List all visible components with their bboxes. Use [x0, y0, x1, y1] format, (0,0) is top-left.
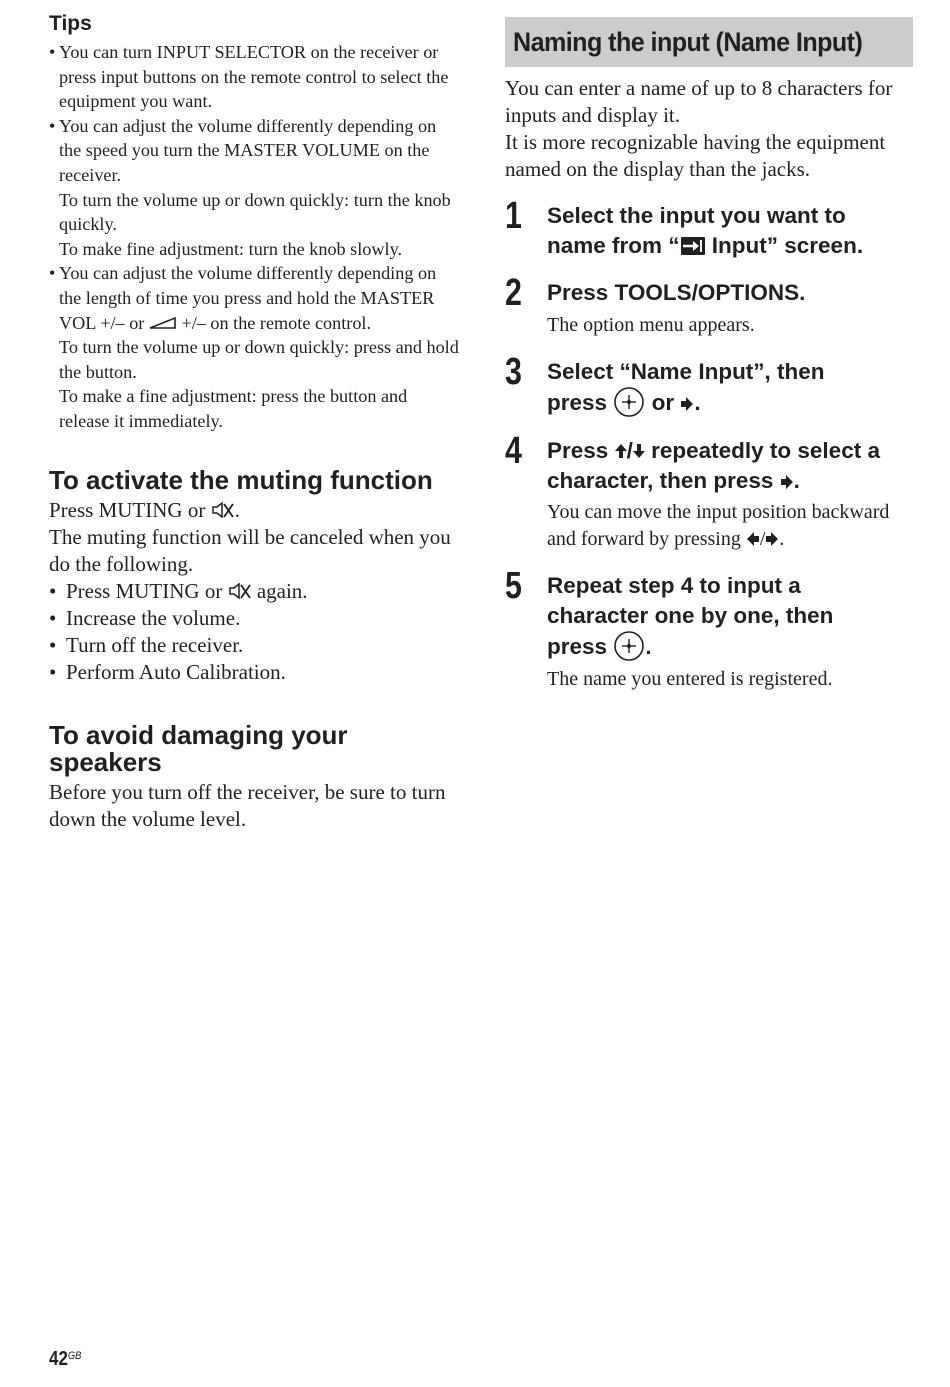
arrow-right-icon	[780, 475, 794, 489]
input-icon	[680, 236, 706, 256]
step-title-text: Select “Name Input”, then	[547, 358, 825, 384]
enter-button-icon	[613, 630, 645, 662]
enter-button-icon	[613, 386, 645, 418]
step-title-text: Repeat step 4 to input a	[547, 573, 801, 598]
tip-text: To turn the volume up or down quickly: press and hold the button.	[59, 337, 459, 382]
step-title-text: press	[547, 390, 608, 415]
step-title-text: press	[547, 634, 608, 659]
tip-text-part: You can adjust the volume differently depending on the length of time you press and hold the MASTER VOL +/– or	[59, 263, 437, 333]
tip-text: You can turn INPUT SELECTOR on the receiver or press input buttons on the remote control to select the equipment you want.	[59, 42, 449, 112]
step-title-text: .	[645, 634, 652, 659]
tip-text	[59, 261, 459, 335]
heading-line: speakers	[49, 746, 162, 777]
page-number	[49, 1348, 81, 1371]
arrow-up-icon	[615, 443, 627, 459]
muting-instruction	[49, 497, 459, 524]
arrow-right-icon	[680, 397, 694, 411]
tip-text: To make fine adjustment: turn the knob slowly.	[59, 238, 403, 259]
tip-item: • You can turn INPUT SELECTOR on the receiver or press input buttons on the remote control to select the equipment you want.	[49, 40, 459, 114]
step-body-text: You can move the input position backward and forward by pressing	[547, 501, 890, 550]
list-item: • Press MUTING or again.	[49, 578, 308, 603]
step-number: 2	[505, 272, 522, 314]
step-title-text: .	[793, 467, 800, 493]
step-body: The option menu appears.	[547, 313, 755, 336]
list-item-text: Increase the volume.	[66, 605, 241, 630]
step-title: Press / repeatedly to select a character, then press .	[547, 438, 880, 493]
section-title: Naming the input (Name Input)	[513, 26, 863, 57]
tip-text: To make a fine adjustment: press the button and release it immediately.	[59, 386, 408, 431]
heading-line: To avoid damaging your	[49, 719, 348, 750]
tip-item: • You can adjust the volume differently depending on the length of time you press and hold the MASTER VOL +/– or +/– on the remote control. To turn the volume up or down quickly: press and hold the button. To make a fine adjustment: press the button and release it immediately.	[49, 261, 459, 433]
speakers-heading	[49, 719, 459, 777]
muting-heading: To activate the muting function	[49, 464, 433, 495]
tip-item: • You can adjust the volume differently depending on the speed you turn the MASTER VOLUME on the receiver. To turn the volume up or down quickly: turn the knob quickly. To make fine adjustment: turn the knob slowly.	[49, 114, 459, 262]
step-1	[505, 195, 913, 260]
arrow-down-icon	[633, 443, 645, 459]
step-title-text: repeatedly to select a character, then press	[547, 438, 880, 493]
list-item-text: Perform Auto Calibration.	[66, 659, 286, 684]
muting-cancel-text: The muting function will be canceled when you do the following.	[49, 524, 451, 576]
right-column	[505, 17, 913, 693]
volume-icon	[149, 316, 177, 330]
step-body-text: .	[779, 528, 785, 550]
step-title-text: .	[694, 390, 701, 415]
step-number: 5	[505, 565, 522, 607]
step-title	[547, 357, 913, 419]
step-title-text: Select the input you want to	[547, 203, 846, 228]
arrow-right-icon	[765, 532, 779, 546]
tips-list	[49, 40, 459, 434]
step-title	[547, 201, 913, 260]
list-item-text: again.	[256, 578, 308, 603]
tip-text: To turn the volume up or down quickly: turn the knob quickly.	[59, 189, 451, 235]
step-title	[547, 571, 913, 662]
left-column	[49, 12, 459, 833]
muting-cancel-list	[49, 578, 459, 686]
muting-icon	[228, 581, 252, 601]
step-5	[505, 565, 913, 693]
muting-text: Press MUTING or	[49, 497, 206, 522]
step-title-text: name from “	[547, 232, 680, 258]
step-number: 4	[505, 430, 522, 472]
muting-icon	[211, 500, 235, 520]
step-body: You can move the input position backward and forward by pressing / .	[547, 501, 890, 550]
step-title-text: Input” screen.	[705, 232, 864, 258]
list-item-text: Turn off the receiver.	[66, 632, 244, 657]
step-number: 1	[505, 195, 522, 237]
tips-heading: Tips	[49, 12, 92, 35]
list-item: • Increase the volume.	[49, 605, 241, 630]
step-title-text: character one by one, then	[547, 602, 834, 628]
step-title: Press TOOLS/OPTIONS.	[547, 280, 806, 305]
step-title-text: Press	[547, 438, 609, 463]
tip-text-part: +/– on the remote control.	[181, 312, 372, 333]
step-number: 3	[505, 350, 522, 393]
list-item: • Perform Auto Calibration.	[49, 659, 286, 684]
muting-text: .	[234, 497, 240, 522]
intro-text: It is more recognizable having the equipment named on the display than the jacks.	[505, 130, 886, 181]
step-body: The name you entered is registered.	[547, 668, 833, 690]
step-2	[505, 272, 913, 339]
step-4	[505, 430, 913, 553]
page-region-code: GB	[67, 1350, 82, 1362]
list-item-text: Press MUTING or	[66, 578, 223, 603]
list-item: • Turn off the receiver.	[49, 632, 244, 657]
intro-text: You can enter a name of up to 8 characters for inputs and display it.	[505, 76, 893, 127]
speakers-body: Before you turn off the receiver, be sure to turn down the volume level.	[49, 779, 446, 831]
step-3	[505, 350, 913, 419]
step-title-text: or	[651, 390, 675, 415]
arrow-left-icon	[746, 532, 760, 546]
section-banner	[505, 17, 913, 67]
tip-text: You can adjust the volume differently depending on the speed you turn the MASTER VOLUME on the receiver.	[59, 115, 437, 185]
page-number-text: 42	[49, 1348, 68, 1370]
